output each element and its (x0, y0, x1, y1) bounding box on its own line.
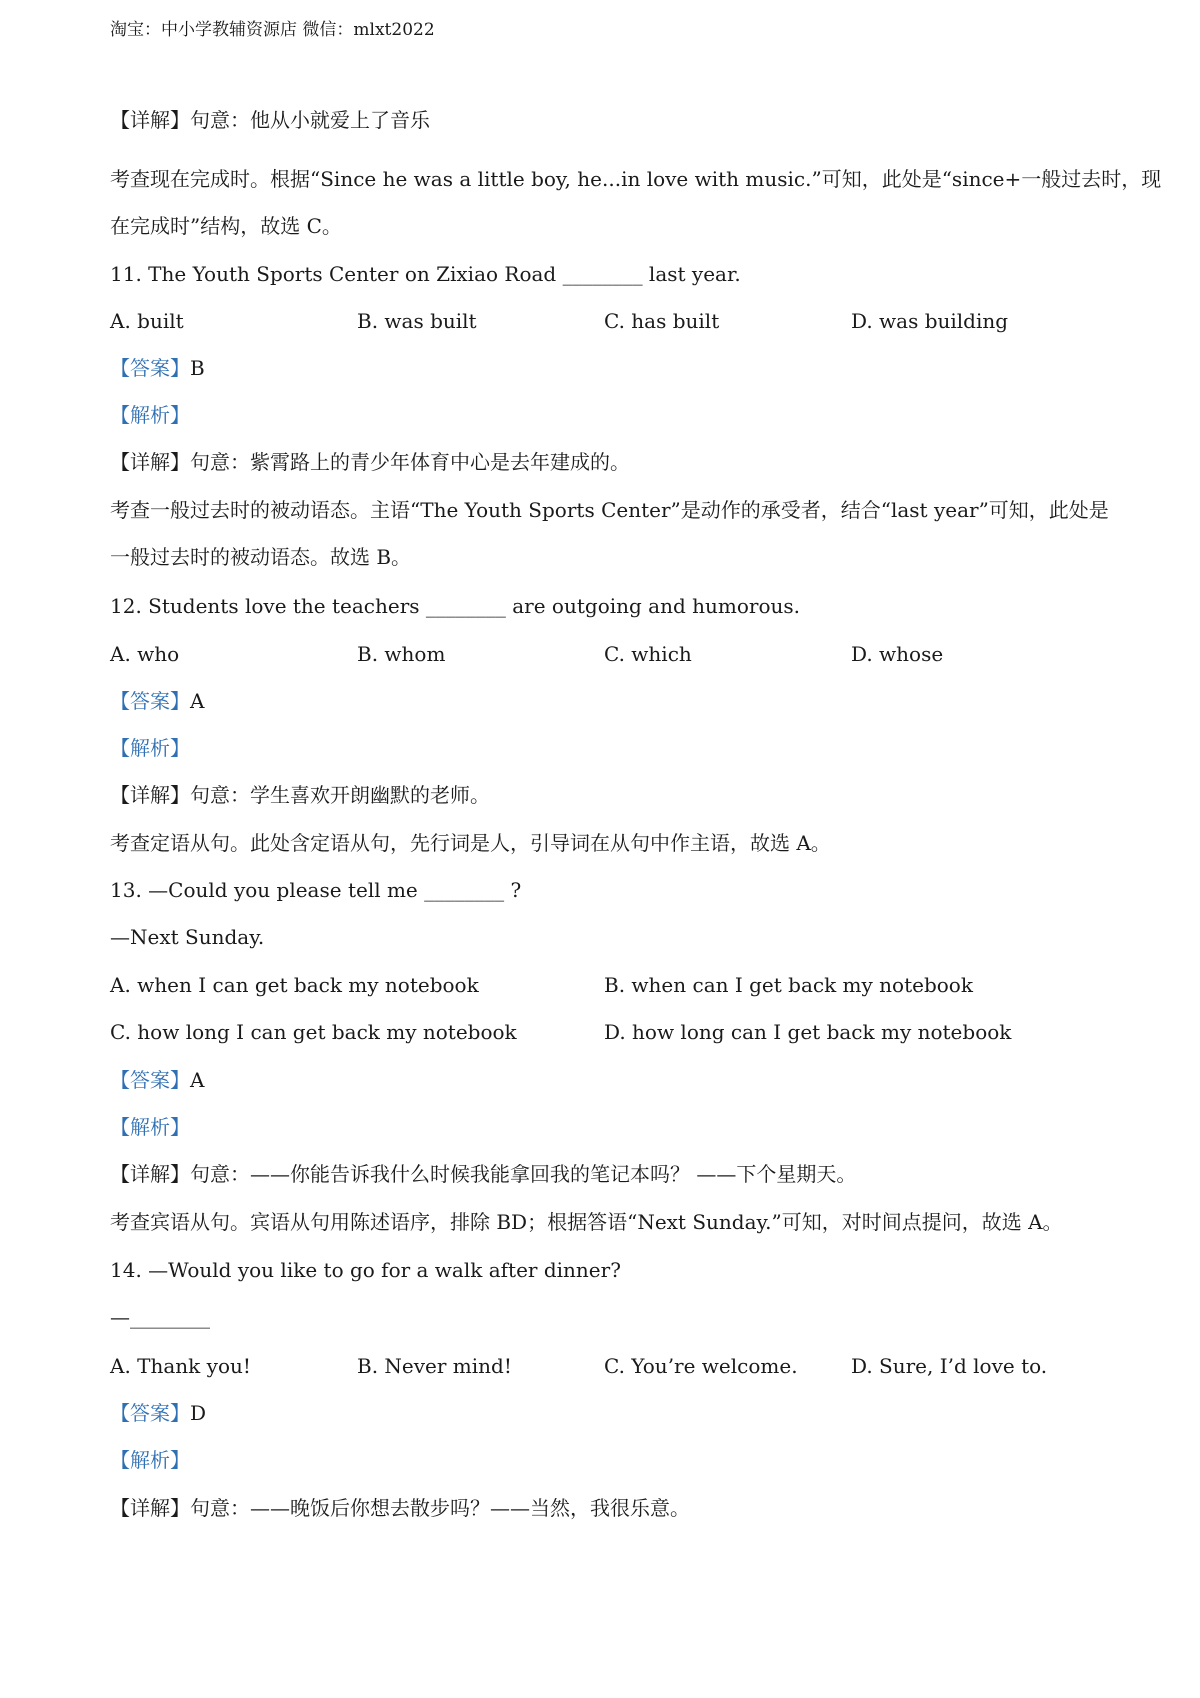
prev-explanation-line: 考查现在完成时。根据“Since he was a little boy, he...in love with music.”可知，此处是“since+一般过去时，现 (110, 167, 1162, 191)
option-14-c: C. You’re welcome. (604, 1354, 798, 1378)
question-stem-14: 14. —Would you like to go for a walk after dinner? (110, 1258, 621, 1282)
detail-label: 【详解】 (110, 108, 190, 132)
option-11-a: A. built (110, 309, 184, 333)
detail-line-12: 【详解】句意：学生喜欢开朗幽默的老师。 (110, 783, 490, 807)
detail-line-14: 【详解】句意：——晚饭后你想去散步吗？——当然，我很乐意。 (110, 1496, 690, 1520)
option-13-b: B. when can I get back my notebook (604, 973, 973, 997)
option-14-a: A. Thank you! (110, 1354, 251, 1378)
answer-line-13: 【答案】A (110, 1068, 205, 1092)
analysis-label: 【解析】 (110, 736, 190, 760)
option-14-b: B. Never mind! (357, 1354, 512, 1378)
option-12-b: B. whom (357, 642, 446, 666)
option-13-a: A. when I can get back my notebook (110, 973, 479, 997)
answer-line-11 (110, 354, 205, 382)
explanation-line-11b: 一般过去时的被动语态。故选 B。 (110, 545, 412, 569)
option-11-b: B. was built (357, 309, 477, 333)
question-stem-11: 11. The Youth Sports Center on Zixiao Road ________ last year. (110, 262, 741, 286)
option-12-c: C. which (604, 642, 692, 666)
analysis-label: 【解析】 (110, 1115, 190, 1139)
answer-value: B (190, 356, 205, 380)
answer-line-14: 【答案】D (110, 1401, 207, 1425)
question-reply-14: —________ (110, 1305, 210, 1329)
option-11-c: C. has built (604, 309, 720, 333)
analysis-label: 【解析】 (110, 1448, 190, 1472)
question-reply-13: —Next Sunday. (110, 925, 265, 949)
question-stem-12: 12. Students love the teachers ________ are outgoing and humorous. (110, 594, 801, 618)
detail-line-13: 【详解】句意：——你能告诉我什么时候我能拿回我的笔记本吗？ ——下个星期天。 (110, 1162, 857, 1186)
option-12-a: A. who (110, 642, 180, 666)
explanation-line-13: 考查宾语从句。宾语从句用陈述语序，排除 BD；根据答语“Next Sunday.”可知，对时间点提问，故选 A。 (110, 1210, 1063, 1234)
prev-detail-line: 【详解】句意：他从小就爱上了音乐 (110, 108, 430, 132)
explanation-line-12: 考查定语从句。此处含定语从句，先行词是人，引导词在从句中作主语，故选 A。 (110, 831, 831, 855)
prev-explanation-line: 在完成时”结构，故选 C。 (110, 214, 342, 238)
detail-line-11: 【详解】句意：紫霄路上的青少年体育中心是去年建成的。 (110, 450, 630, 474)
option-14-d: D. Sure, I’d love to. (851, 1354, 1048, 1378)
answer-line-12: 【答案】A (110, 689, 205, 713)
page-header-watermark: 淘宝：中小学教辅资源店 微信：mlxt2022 (110, 20, 435, 40)
option-11-d: D. was building (851, 309, 1009, 333)
option-13-c: C. how long I can get back my notebook (110, 1020, 517, 1044)
question-stem-13: 13. —Could you please tell me ________ ? (110, 878, 522, 902)
explanation-line-11: 考查一般过去时的被动语态。主语“The Youth Sports Center”是动作的承受者，结合“last year”可知，此处是 (110, 498, 1109, 522)
analysis-label: 【解析】 (110, 403, 190, 427)
option-12-d: D. whose (851, 642, 944, 666)
option-13-d: D. how long can I get back my notebook (604, 1020, 1012, 1044)
answer-label: 【答案】 (110, 356, 190, 380)
